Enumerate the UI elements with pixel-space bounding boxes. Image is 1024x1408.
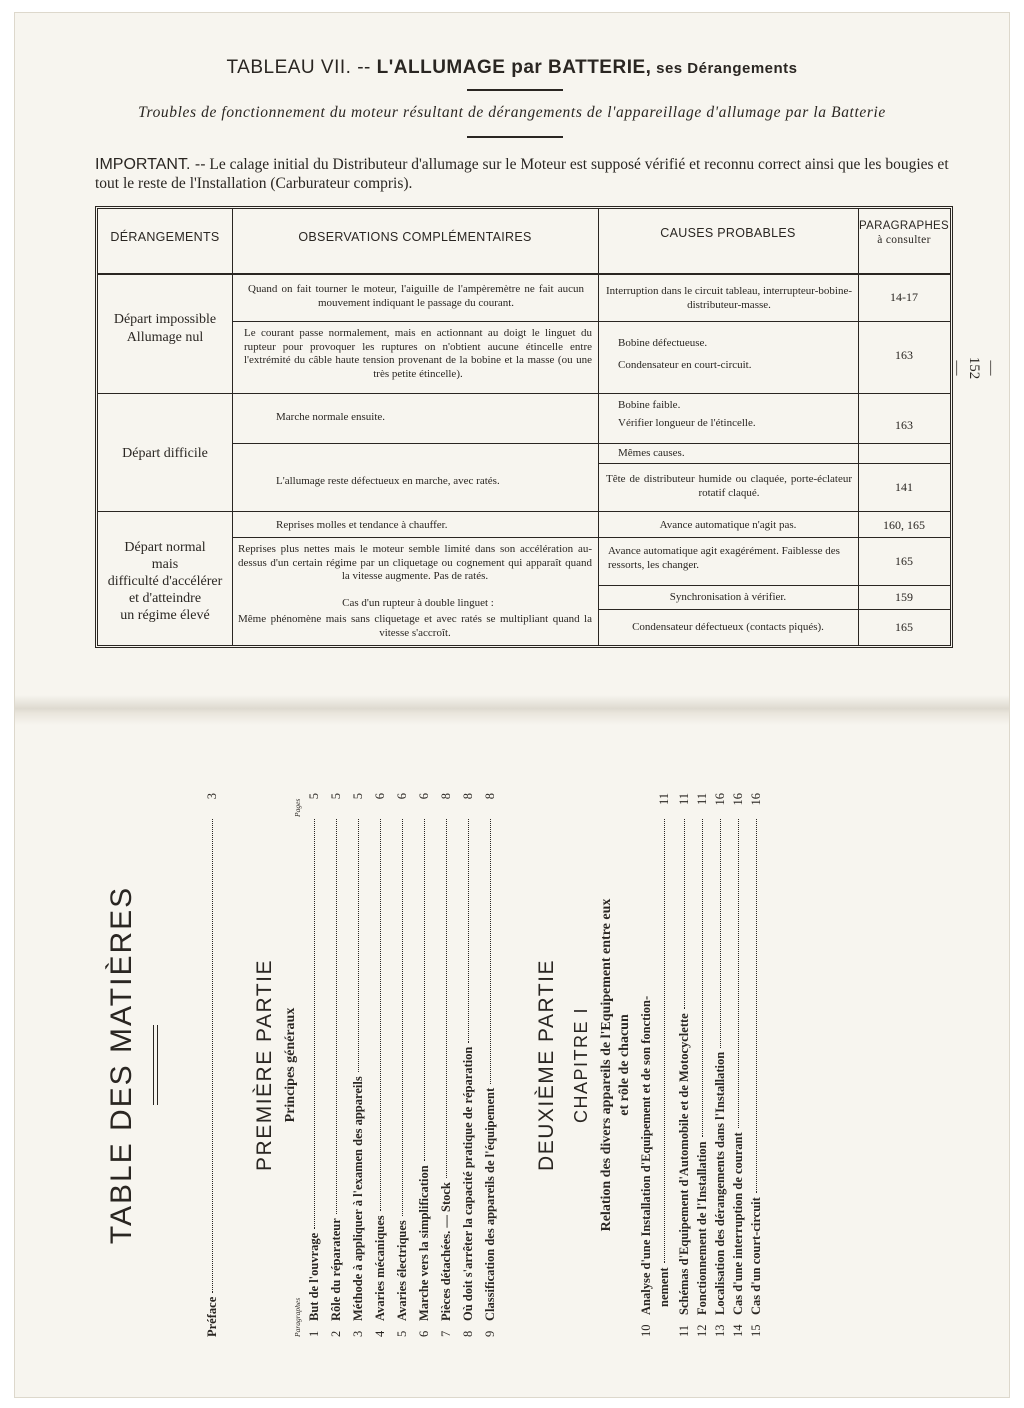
- toc-item-2: [329, 793, 344, 1337]
- cause-2b-1: Mêmes causes.: [618, 447, 685, 459]
- group-rule: [98, 511, 950, 512]
- item-label: Cas d'un court-circuit: [749, 1197, 763, 1315]
- paragraph-1b: 163: [895, 348, 913, 362]
- important-text: Le calage initial du Distributeur d'allumage sur le Moteur est supposé vérifié et reconnu correct ainsi que les bougies et tout le reste de l'Installation (Carburateur compris).: [95, 156, 949, 192]
- item-page: 6: [417, 793, 431, 800]
- observation-3c: Cas d'un rupteur à double linguet :: [342, 597, 494, 609]
- paragraph-2a: 163: [895, 418, 913, 432]
- dot-leader: [756, 819, 757, 1193]
- item-label: Schémas d'Equipement d'Automobile et de Motocyclette: [677, 1013, 691, 1315]
- row-rule: [232, 537, 950, 538]
- chapter-title: CHAPITRE I: [571, 1007, 591, 1124]
- table-title: [15, 57, 1009, 79]
- paragraph-3b: 165: [895, 554, 913, 568]
- item-number: 13: [713, 1324, 727, 1337]
- item-number: 11: [677, 1324, 691, 1337]
- toc-item-3: [351, 793, 366, 1337]
- item-page: 16: [713, 793, 727, 806]
- dot-leader: [358, 819, 359, 1072]
- header-paragraphes: [858, 219, 950, 247]
- table-of-contents: [105, 793, 763, 1337]
- cause-1a: Interruption dans le circuit tableau, interrupteur-bobine-distributeur-masse.: [606, 285, 852, 311]
- toc-item-11: [677, 793, 692, 1337]
- item-label: Pièces détachées. — Stock: [439, 1182, 453, 1321]
- title-main: L'ALLUMAGE par BATTERIE,: [376, 57, 652, 78]
- item-label: Avaries électriques: [395, 1220, 409, 1321]
- item-number: 4: [373, 1330, 387, 1337]
- dot-leader: [212, 819, 213, 1293]
- item-page: 5: [329, 793, 343, 800]
- item-label: Localisation des dérangements dans l'Installation: [713, 1051, 727, 1315]
- toc-title: TABLE DES MATIÈRES: [105, 885, 138, 1245]
- item-label: Cas d'une interruption de courant: [731, 1132, 745, 1315]
- item-label: Méthode à appliquer à l'examen des appareils: [351, 1076, 365, 1321]
- observation-2b: L'allumage reste défectueux en marche, avec ratés.: [276, 475, 500, 487]
- page-fold: [15, 695, 1009, 725]
- toc-item-4: [373, 793, 388, 1337]
- toc-item-7: [439, 793, 454, 1337]
- dot-leader: [424, 819, 425, 1161]
- item-number: 2: [329, 1330, 343, 1337]
- dot-leader: [738, 819, 739, 1128]
- item-label-continued: nement: [657, 1267, 671, 1307]
- item-label: Classification des appareils de l'équipement: [483, 1087, 497, 1321]
- header-consulter-label: à consulter: [877, 234, 931, 246]
- item-label: Marche vers la simplification: [417, 1165, 431, 1321]
- cause-3c: Condensateur défectueux (contacts piqués).: [632, 621, 824, 633]
- item-page: 5: [307, 793, 321, 800]
- cause-1b-2: Condensateur en court-circuit.: [618, 359, 752, 371]
- paragraph-3a: 160, 165: [883, 518, 925, 532]
- subtitle-rule: [467, 136, 563, 138]
- header-rule: [98, 273, 950, 275]
- cause-3a: Avance automatique n'agit pas.: [659, 519, 797, 531]
- item-page: 6: [395, 793, 409, 800]
- observation-3b: Reprises plus nettes mais le moteur semble limité dans son accélération au-dessus d'un certain régime par un cliquetage ou cognement qui apparaît quand la vitesse augmente. Pas de ratés.: [238, 543, 592, 582]
- item-number: 5: [395, 1330, 409, 1337]
- dot-leader: [314, 819, 315, 1229]
- item-page: 16: [731, 793, 745, 806]
- toc-item-15: [749, 793, 764, 1337]
- dot-leader: [446, 819, 447, 1178]
- important-lead: IMPORTANT. --: [95, 156, 206, 173]
- item-number: 1: [307, 1330, 321, 1337]
- dot-leader: [664, 819, 665, 1263]
- cause-3b-1: Avance automatique agit exagérément. Faiblesse des ressorts, les changer.: [608, 545, 840, 571]
- preface-page: 3: [205, 793, 219, 800]
- toc-item-13: [713, 793, 728, 1337]
- dot-leader: [402, 819, 403, 1216]
- part1-section: Principes généraux: [283, 1007, 298, 1123]
- toc-preface: [205, 793, 220, 1337]
- dot-leader: [684, 819, 685, 1009]
- part2-section-line1: Relation des divers appareils de l'Equipement entre eux: [599, 898, 614, 1232]
- item-label: But de l'ouvrage: [307, 1232, 321, 1321]
- item-label: Rôle du réparateur: [329, 1218, 343, 1321]
- paragraph-3d: 165: [895, 620, 913, 634]
- item-page: 8: [439, 793, 453, 800]
- toc-item-1: [307, 793, 322, 1337]
- header-observations: OBSERVATIONS COMPLÉMENTAIRES: [298, 230, 532, 244]
- item-page: 11: [695, 793, 709, 806]
- toc-item-12: [695, 793, 710, 1337]
- dot-leader: [702, 819, 703, 1137]
- cause-2a-2: Vérifier longueur de l'étincelle.: [618, 417, 756, 429]
- item-number: 6: [417, 1330, 431, 1337]
- item-page: 5: [351, 793, 365, 800]
- dot-leader: [336, 819, 337, 1214]
- row-rule: [232, 321, 950, 322]
- cause-3b-2: Synchronisation à vérifier.: [669, 591, 787, 603]
- part2-section-line2: et rôle de chacun: [617, 1014, 632, 1116]
- col-paragraphes: Paragraphes: [293, 1297, 302, 1337]
- toc-item-10-cont: [657, 793, 672, 1337]
- item-number: 9: [483, 1330, 497, 1337]
- title-suffix: ses Dérangements: [651, 60, 798, 77]
- toc-item-10: [639, 793, 654, 1337]
- item-page: 8: [483, 793, 497, 800]
- item-page: 6: [373, 793, 387, 800]
- item-number: 10: [639, 1324, 653, 1337]
- col-pages: Pages: [293, 798, 302, 817]
- item-number: 7: [439, 1330, 453, 1337]
- item-number: 3: [351, 1330, 365, 1337]
- toc-item-9: [483, 793, 498, 1337]
- paragraph-1a: 14-17: [890, 290, 918, 304]
- item-label: Fonctionnement de l'Installation: [695, 1141, 709, 1315]
- page-number: — 152 —: [949, 356, 999, 380]
- dot-leader: [380, 819, 381, 1211]
- derangement-3: Départ normal mais difficulté d'accélérer et d'atteindre un régime élevé: [107, 540, 223, 623]
- title-prefix: TABLEAU VII. --: [226, 57, 377, 78]
- cause-rule: [598, 463, 950, 464]
- observation-1a: Quand on fait tourner le moteur, l'aiguille de l'ampèremètre ne fait aucun mouvement indiquant le passage du courant.: [248, 283, 584, 309]
- item-page: 8: [461, 793, 475, 800]
- paragraph-2b: 141: [895, 480, 913, 494]
- observation-3c-detail: Même phénomène mais sans cliquetage et avec ratés se multipliant quand la vitesse s'accroît.: [238, 613, 592, 639]
- observation-3a: Reprises molles et tendance à chauffer.: [276, 519, 448, 531]
- table-subtitle: Troubles de fonctionnement du moteur résultant de dérangements de l'appareillage d'allumage par la Batterie: [138, 104, 886, 121]
- toc-item-6: [417, 793, 432, 1337]
- header-causes: CAUSES PROBABLES: [660, 226, 796, 240]
- item-number: 14: [731, 1324, 745, 1337]
- toc-item-14: [731, 793, 746, 1337]
- row-rule: [232, 443, 950, 444]
- cause-2a-1: Bobine faible.: [618, 399, 681, 411]
- item-page: 16: [749, 793, 763, 806]
- item-label: Avaries mécaniques: [373, 1215, 387, 1321]
- observation-2a: Marche normale ensuite.: [276, 411, 386, 423]
- preface-label: Préface: [205, 1296, 219, 1337]
- cause-rule: [598, 585, 950, 586]
- troubleshooting-table: [95, 206, 953, 648]
- observation-1b: Le courant passe normalement, mais en actionnant au doigt le linguet du rupteur pour provoquer les ruptures on n'obtient aucune étincelle entre l'extrémité du câble haute tension provenant de la bobine et la masse (ou une très petite étincelle).: [244, 327, 592, 380]
- important-note: [95, 155, 965, 193]
- scanned-sheet: [14, 12, 1010, 1398]
- toc-title-rule: [153, 1025, 158, 1105]
- cause-rule: [598, 609, 950, 610]
- cause-2b-2: Tête de distributeur humide ou claquée, porte-éclateur rotatif claqué.: [606, 473, 852, 499]
- derangement-1: Départ impossible Allumage nul: [113, 312, 217, 345]
- part2-title: DEUXIÈME PARTIE: [535, 959, 558, 1171]
- item-number: 8: [461, 1330, 475, 1337]
- cause-1b-1: Bobine défectueuse.: [618, 337, 708, 349]
- paragraph-3c: 159: [895, 590, 913, 604]
- header-derangements: DÉRANGEMENTS: [110, 230, 220, 244]
- item-number: 15: [749, 1324, 763, 1337]
- dot-leader: [468, 819, 469, 1043]
- item-page: 11: [677, 793, 691, 806]
- item-label: Analyse d'une Installation d'Equipement et de son fonction-: [639, 995, 653, 1315]
- toc-item-8: [461, 793, 476, 1337]
- title-rule: [467, 89, 563, 91]
- dot-leader: [720, 819, 721, 1048]
- header-paragraphes-label: PARAGRAPHES: [859, 220, 949, 232]
- dot-leader: [490, 819, 491, 1084]
- item-label: Où doit s'arrêter la capacité pratique de réparation: [461, 1046, 475, 1321]
- group-rule: [98, 393, 950, 394]
- item-number: 12: [695, 1324, 709, 1337]
- toc-item-5: [395, 793, 410, 1337]
- derangement-2: Départ difficile: [122, 446, 208, 461]
- item-page: 11: [657, 793, 671, 806]
- part1-title: PREMIÈRE PARTIE: [253, 959, 276, 1171]
